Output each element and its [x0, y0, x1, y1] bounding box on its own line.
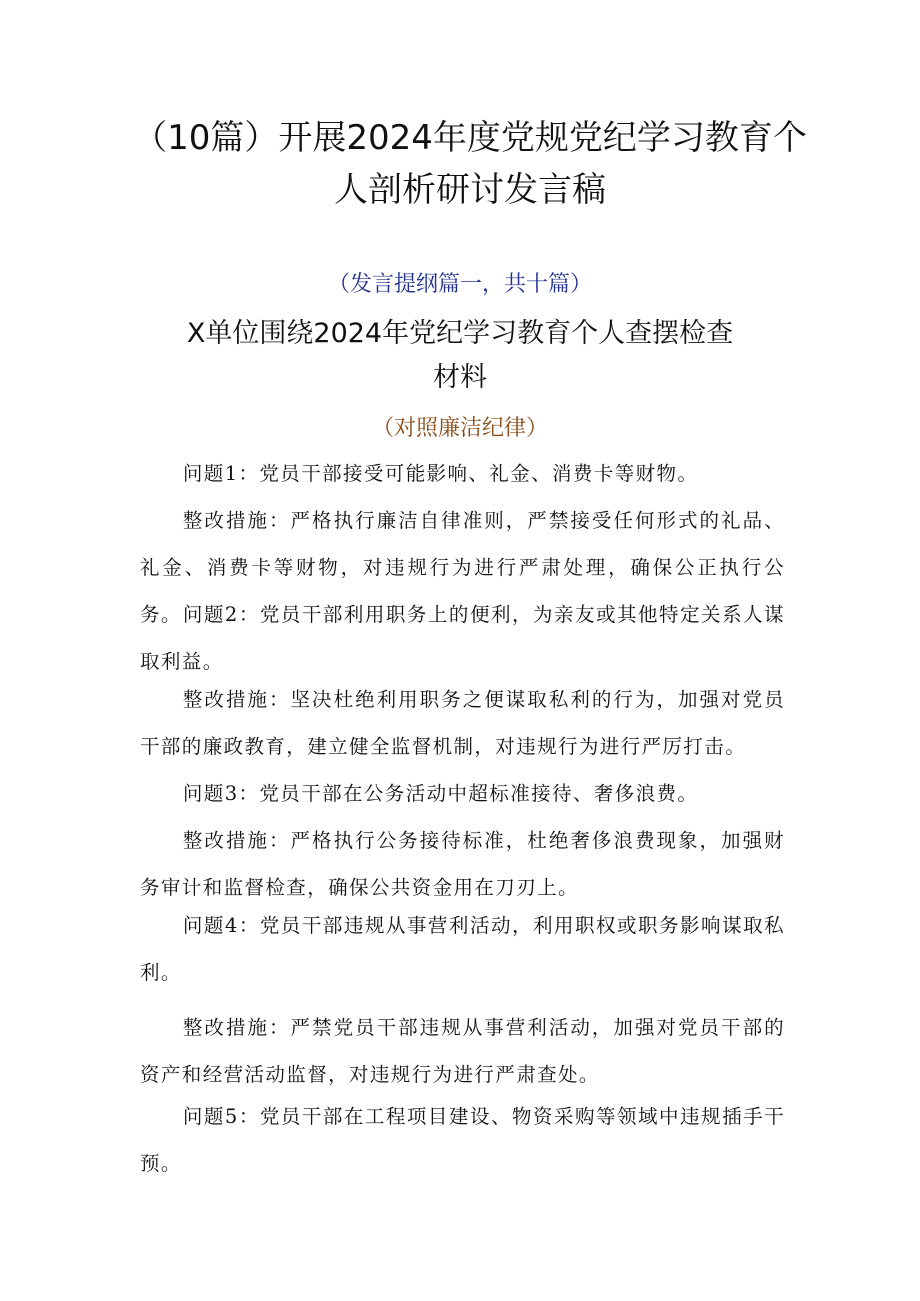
paragraph-text: 整改措施：坚决杜绝利用职务之便谋取私利的行为，加强对党员干部的廉政教育，建立健全监督机制，对违规行为进行严厉打击。 — [140, 688, 785, 758]
paragraph-measure-2 — [140, 676, 785, 770]
paragraph-text: 问题2：党员干部利用职务上的便利，为亲友或其他特定关系人谋取利益。 — [140, 603, 785, 673]
discipline-note: （对照廉洁纪律） — [371, 416, 548, 441]
paragraph-problem-4 — [140, 902, 785, 996]
paragraph-text: 问题4：党员干部违规从事营利活动，利用职权或职务影响谋取私利。 — [140, 914, 785, 984]
paragraph-text: 整改措施：严格执行公务接待标准，杜绝奢侈浪费现象，加强财务审计和监督检查，确保公共资金用在刀刃上。 — [140, 829, 785, 899]
paragraph-problem-5 — [140, 1093, 785, 1187]
paragraph-text: 问题5：党员干部在工程项目建设、物资采购等领域中违规插手干预。 — [140, 1105, 785, 1175]
paragraph-text: 整改措施：严禁党员干部违规从事营利活动，加强对党员干部的资产和经营活动监督，对违规行为进行严肃查处。 — [140, 1016, 785, 1086]
paragraph-measure-3 — [140, 817, 785, 911]
paragraph-problem-2 — [140, 591, 785, 685]
paragraph-measure-4 — [140, 1004, 785, 1098]
paragraph-problem-3 — [140, 770, 785, 817]
paragraph-text: 整改措施：严格执行廉洁自律准则，严禁接受任何形式的礼品、礼金、消费卡等财物，对违规行为进行严肃处理，确保公正执行公务。 — [140, 509, 785, 626]
paragraph-text: 问题1：党员干部接受可能影响、礼金、消费卡等财物。 — [182, 462, 699, 485]
paragraph-text: 问题3：党员干部在公务活动中超标准接待、奢侈浪费。 — [182, 782, 699, 805]
section-title-line-2: 材料 — [433, 362, 487, 393]
section-title-line-1: X单位围绕2024年党纪学习教育个人查摆检查 — [186, 318, 734, 349]
section-title — [0, 312, 920, 400]
paragraph-problem-1 — [140, 450, 785, 497]
outline-note: （发言提纲篇一，共十篇） — [327, 272, 592, 297]
document-title: （10篇）开展2024年度党规党纪学习教育个人剖析研讨发言稿 — [133, 118, 807, 210]
